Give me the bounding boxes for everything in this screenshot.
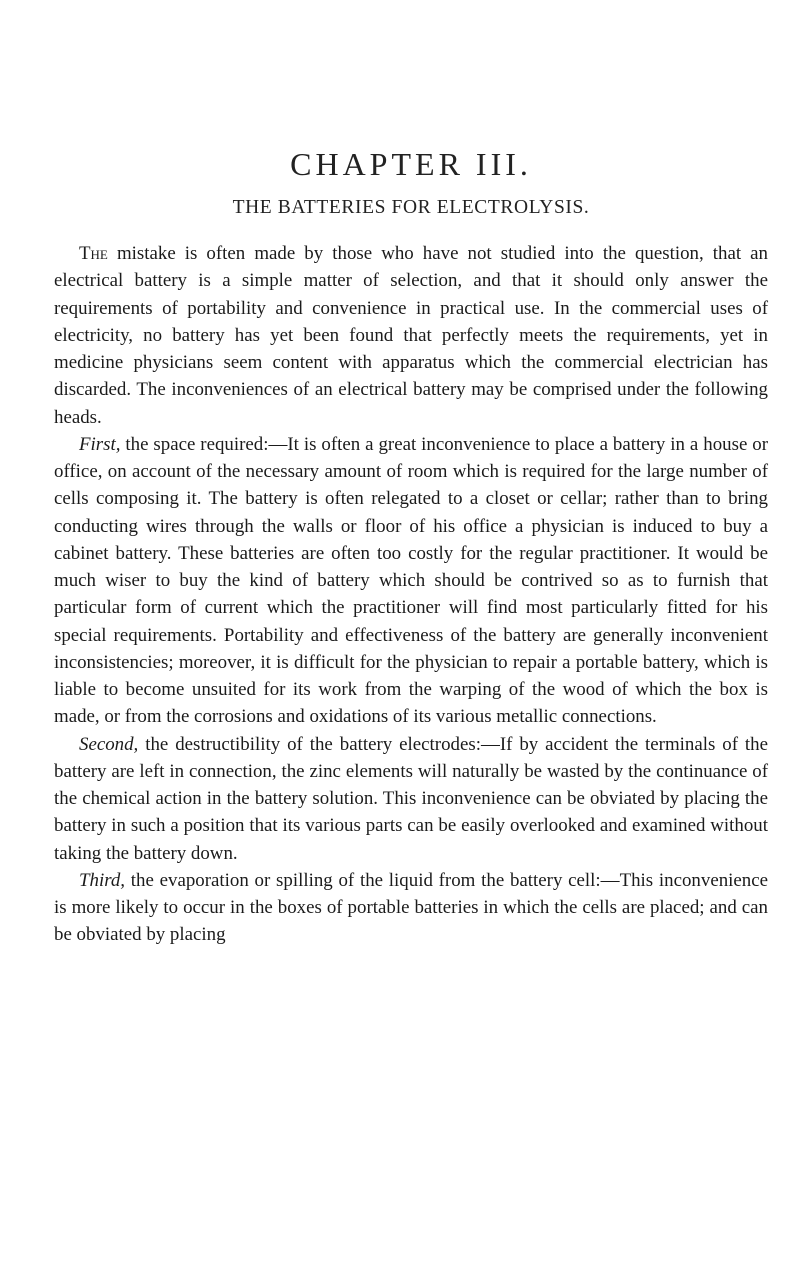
body-text	[54, 240, 768, 949]
paragraph-lead-word: The	[79, 243, 108, 264]
paragraph-third	[54, 867, 768, 949]
chapter-subtitle: THE BATTERIES FOR ELECTROLYSIS.	[232, 197, 590, 218]
paragraph-text: the destructibility of the battery electrodes:—If by accident the terminals of the battery are left in connection, the zinc elements will naturally be wasted by the continuance of the chemical action in the battery solution. This inconvenience can be obviated by placing the battery in such a position that its various parts can be easily overlooked and examined without taking the battery down.	[54, 733, 768, 864]
paragraph-second	[54, 731, 768, 867]
paragraph-text: mistake is often made by those who have not studied into the question, that an electrical battery is a simple matter of selection, and that it should only answer the requirements of portability and convenience in practical use. In the commercial uses of electricity, no battery has yet been found that perfectly meets the requirements, yet in medicine physicians seem content with apparatus which the commercial electrician has discarded. The inconveniences of an electrical battery may be comprised under the following heads.	[54, 243, 768, 428]
paragraph-heading: Second,	[79, 733, 139, 755]
paragraph-text: the space required:—It is often a great inconvenience to place a battery in a house or office, on account of the necessary amount of room which is required for the large number of cells composing it. The battery is often relegated to a closet or cellar; rather than to bring conducting wires through the walls or floor of his office a physician is induced to buy a cabinet battery. These batteries are often too costly for the regular practitioner. It would be much wiser to buy the kind of battery which should be contrived so as to furnish that particular form of current which the practitioner will find most particularly fitted for his special requirements. Portability and effectiveness of the battery are generally inconvenient inconsistencies; moreover, it is difficult for the physician to repair a portable battery, which is liable to become unsuited for its work from the warping of the wood of which the box is made, or from the corrosions and oxidations of its various metallic connections.	[54, 433, 768, 728]
paragraph-heading: Third,	[79, 869, 126, 891]
chapter-title: CHAPTER III.	[290, 146, 532, 182]
paragraph-heading: First,	[79, 433, 121, 455]
paragraph-text: the evaporation or spilling of the liquid from the battery cell:—This inconvenience is more likely to occur in the boxes of portable batteries in which the cells are placed; and can be obviated by placing	[54, 869, 768, 946]
paragraph-first	[54, 431, 768, 731]
paragraph-intro	[54, 240, 768, 431]
